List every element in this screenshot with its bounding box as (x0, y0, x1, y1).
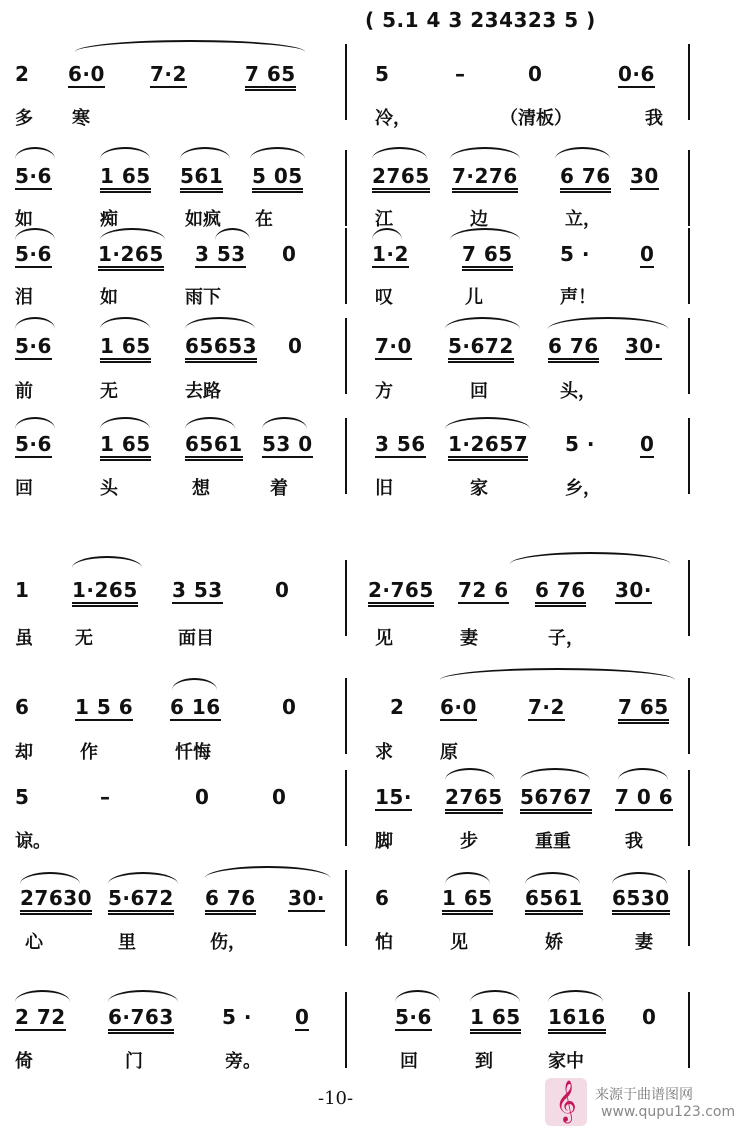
note-group: 6 (15, 695, 30, 719)
note-group: 5·672 (108, 886, 174, 915)
note-group: 0 (640, 432, 655, 456)
lyric: 多 (15, 108, 33, 129)
lyric: 怕 (375, 932, 393, 953)
lyric: 想 (192, 478, 210, 499)
slur (520, 768, 590, 780)
note-group: 27630 (20, 886, 92, 915)
note-group: 65653 (185, 334, 257, 363)
note-group: 7 65 (462, 242, 513, 271)
slur (185, 317, 255, 329)
note-group: 7·0 (375, 334, 412, 358)
lyric: 去路 (185, 381, 221, 402)
treble-clef-icon: 𝄞 (545, 1078, 587, 1126)
note-group: 1·265 (98, 242, 164, 271)
note-group: 5·672 (448, 334, 514, 363)
note-group: 0 (275, 578, 290, 602)
note-group: 5 (375, 62, 390, 86)
lyric: 脚 (375, 831, 393, 852)
lyric: 面目 (178, 628, 214, 649)
slur (15, 317, 55, 329)
note-group: 7·2 (528, 695, 565, 719)
slur (445, 417, 530, 429)
note-group: 1 65 (100, 164, 151, 193)
lyric: 痴 (100, 209, 118, 230)
slur (100, 147, 150, 159)
slur (372, 147, 427, 159)
lyric: 寒 (72, 108, 90, 129)
lyric: 心 (25, 932, 43, 953)
note-group: 7 65 (245, 62, 296, 91)
lyric: 门 (125, 1051, 143, 1072)
lyric: 家中 (548, 1051, 584, 1072)
lyric: 泪 (15, 287, 33, 308)
note-group: 2 (390, 695, 405, 719)
slur (75, 40, 305, 52)
note-group: 72 6 (458, 578, 509, 602)
lyric: 声！ (560, 287, 596, 308)
slur (262, 417, 307, 429)
note-group: 561 (180, 164, 223, 193)
note-group: 5 (15, 785, 30, 809)
note-group: 3 53 (195, 242, 246, 266)
note-group: 3 53 (172, 578, 223, 602)
barline (345, 870, 347, 946)
note-group: 6561 (185, 432, 243, 461)
watermark-line2: www.qupu123.com (601, 1104, 735, 1120)
lyric: 如疯 (185, 209, 221, 230)
slur (510, 552, 670, 564)
note-group: 5·6 (15, 164, 52, 188)
barline (688, 770, 690, 846)
note-group: 6561 (525, 886, 583, 915)
note-group: 53 0 (262, 432, 313, 456)
note-group: 30· (288, 886, 325, 910)
note-group: 1·265 (72, 578, 138, 607)
note-group: 0 (195, 785, 210, 809)
barline (688, 150, 690, 226)
lyric: 却 (15, 742, 33, 763)
note-group: 0·6 (618, 62, 655, 86)
slur (548, 317, 668, 329)
note-group: 0 (282, 695, 297, 719)
note-group: 5·6 (15, 242, 52, 266)
lyric: 在 (255, 209, 273, 230)
slur (72, 556, 142, 568)
slur (100, 317, 150, 329)
lyric: 求 (375, 742, 393, 763)
lyric: 见 (450, 932, 468, 953)
lyric: 家 (470, 478, 488, 499)
slur (108, 990, 178, 1002)
lyric: 前 (15, 381, 33, 402)
slur (470, 990, 520, 1002)
note-group: 5·6 (15, 334, 52, 358)
note-group: 56767 (520, 785, 592, 814)
barline (345, 992, 347, 1068)
barline (688, 992, 690, 1068)
note-group: 2765 (445, 785, 503, 814)
note-group: 5 · (565, 432, 595, 456)
lyric: 子， (548, 628, 584, 649)
lyric: 到 (475, 1051, 493, 1072)
barline (345, 560, 347, 636)
note-group: 7·276 (452, 164, 518, 193)
note-group: 6·0 (68, 62, 105, 86)
lyric: 如 (15, 209, 33, 230)
note-group: 1 65 (100, 334, 151, 363)
lyric: 雨下 (185, 287, 221, 308)
watermark (545, 1078, 735, 1128)
note-group: 6 76 (205, 886, 256, 915)
slur (20, 872, 80, 884)
slur (372, 228, 402, 240)
note-group: 1 65 (100, 432, 151, 461)
slur (205, 866, 330, 878)
note-group: 0 (282, 242, 297, 266)
note-group: 6 (375, 886, 390, 910)
lyric: （清板） (500, 108, 572, 129)
lyric: 旁。 (225, 1051, 261, 1072)
note-group: 0 (642, 1005, 657, 1029)
note-group: 2·765 (368, 578, 434, 607)
note-group: 0 (272, 785, 287, 809)
slur (440, 668, 675, 680)
lyric: 江 (375, 209, 393, 230)
lyric: 妻 (460, 628, 478, 649)
barline (345, 150, 347, 226)
slur (445, 317, 520, 329)
page-number: -10- (318, 1088, 354, 1109)
barline (688, 44, 690, 120)
note-group: – (100, 785, 111, 809)
lyric: 忏悔 (175, 742, 211, 763)
slur (555, 147, 610, 159)
note-group: 2 72 (15, 1005, 66, 1029)
slur (108, 872, 178, 884)
lyric: 回 (15, 478, 33, 499)
note-group: 1 65 (470, 1005, 521, 1034)
lyric: 乡， (565, 478, 601, 499)
barline (345, 228, 347, 304)
note-group: 0 (640, 242, 655, 266)
barline (688, 560, 690, 636)
note-group: 0 (288, 334, 303, 358)
lyric: 重重 (535, 831, 571, 852)
lyric: 里 (118, 932, 136, 953)
slur (445, 872, 490, 884)
lyric: 旧 (375, 478, 393, 499)
slur (450, 147, 520, 159)
lyric: 作 (80, 742, 98, 763)
slur (445, 768, 495, 780)
note-group: 6 76 (560, 164, 611, 193)
barline (688, 318, 690, 394)
lyric: 伤， (210, 932, 246, 953)
note-group: 1 5 6 (75, 695, 134, 719)
lyric: 着 (270, 478, 288, 499)
lyric: 方 (375, 381, 393, 402)
note-group: 7·2 (150, 62, 187, 86)
slur (395, 990, 440, 1002)
note-group: 0 (295, 1005, 310, 1029)
lyric: 我 (645, 108, 663, 129)
note-group: 7 65 (618, 695, 669, 724)
lyric: 叹 (375, 287, 393, 308)
lyric: 如 (100, 287, 118, 308)
lyric: 谅。 (15, 831, 51, 852)
slur (548, 990, 603, 1002)
note-group: 5 · (560, 242, 590, 266)
barline (345, 678, 347, 754)
note-group: 7 0 6 (615, 785, 674, 809)
slur (618, 768, 668, 780)
watermark-line1: 来源于曲谱图网 (595, 1087, 693, 1103)
lyric: 冷， (375, 108, 411, 129)
lyric: 步 (460, 831, 478, 852)
lyric: 回 (470, 381, 488, 402)
slur (250, 147, 305, 159)
note-group: 30· (625, 334, 662, 358)
note-group: 5·6 (395, 1005, 432, 1029)
note-group: 30 (630, 164, 659, 188)
note-group: 2 (15, 62, 30, 86)
lyric: 边 (470, 209, 488, 230)
lyric: 倚 (15, 1051, 33, 1072)
note-group: 6 76 (548, 334, 599, 363)
barline (345, 770, 347, 846)
slur (15, 147, 55, 159)
barline (345, 318, 347, 394)
lyric: 虽 (15, 628, 33, 649)
slur (172, 678, 217, 690)
note-group: 0 (528, 62, 543, 86)
note-group: 1 (15, 578, 30, 602)
lyric: 立， (565, 209, 601, 230)
note-group: 1 65 (442, 886, 493, 915)
barline (688, 870, 690, 946)
lyric: 头， (560, 381, 596, 402)
note-group: 6·763 (108, 1005, 174, 1034)
note-group: 6 76 (535, 578, 586, 607)
note-group: 15· (375, 785, 412, 809)
note-group: 5·6 (15, 432, 52, 456)
note-group: 1·2 (372, 242, 409, 266)
lyric: 我 (625, 831, 643, 852)
lyric: 儿 (465, 287, 483, 308)
lyric: 娇 (545, 932, 563, 953)
lyric: 无 (75, 628, 93, 649)
intro-phrase: ( 5.1 4 3 234323 5 ) (365, 8, 596, 32)
lyric: 回 (400, 1051, 418, 1072)
lyric: 无 (100, 381, 118, 402)
note-group: 6 16 (170, 695, 221, 719)
note-group: 5 · (222, 1005, 252, 1029)
lyric: 原 (440, 742, 458, 763)
slur (612, 872, 667, 884)
slur (15, 990, 70, 1002)
slur (185, 417, 235, 429)
note-group: 1616 (548, 1005, 606, 1034)
note-group: 1·2657 (448, 432, 528, 461)
note-group: 6·0 (440, 695, 477, 719)
slur (450, 228, 520, 240)
lyric: 见 (375, 628, 393, 649)
slur (100, 417, 150, 429)
note-group: 6530 (612, 886, 670, 915)
note-group: 3 56 (375, 432, 426, 456)
note-group: 30· (615, 578, 652, 602)
barline (688, 418, 690, 494)
slur (525, 872, 580, 884)
note-group: 2765 (372, 164, 430, 193)
barline (345, 44, 347, 120)
barline (345, 418, 347, 494)
lyric: 头 (100, 478, 118, 499)
lyric: 妻 (635, 932, 653, 953)
barline (688, 228, 690, 304)
note-group: 5 05 (252, 164, 303, 193)
note-group: – (455, 62, 466, 86)
barline (688, 678, 690, 754)
slur (15, 417, 55, 429)
slur (180, 147, 230, 159)
